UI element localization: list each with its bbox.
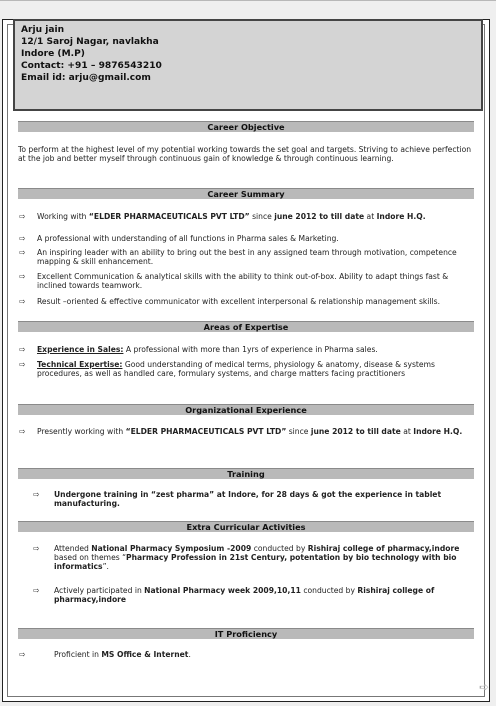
section-career-summary: Career Summary <box>18 188 474 199</box>
arrow-bullet-icon: ⇨ <box>19 234 26 243</box>
section-training: Training <box>18 468 474 479</box>
section-extra-curricular: Extra Curricular Activities <box>18 521 474 532</box>
arrow-bullet-icon: ⇨ <box>33 544 40 553</box>
summary-item-3: An inspiring leader with an ability to bring out the best in any assigned team through motivation, competence mapping & skill enhancement. <box>37 248 457 266</box>
arrow-bullet-icon: ⇨ <box>19 427 26 436</box>
section-it-proficiency: IT Proficiency <box>18 628 474 639</box>
arrow-bullet-icon: ⇨ <box>33 490 40 499</box>
contact-phone: Contact: +91 – 9876543210 <box>21 61 162 71</box>
it-proficiency-item: Proficient in MS Office & Internet. <box>54 650 191 659</box>
arrow-bullet-icon: ⇨ <box>19 360 26 369</box>
address-line-2: Indore (M.P) <box>21 49 85 59</box>
next-arrow-icon[interactable]: ➪ <box>479 680 490 694</box>
section-career-objective: Career Objective <box>18 121 474 132</box>
extra-item-2: Actively participated in National Pharmacy week 2009,10,11 conducted by Rishiraj college of pharmacy,indore <box>54 586 435 604</box>
arrow-bullet-icon: ⇨ <box>19 248 26 257</box>
expertise-item-2: Technical Expertise: Good understanding of medical terms, physiology & anatomy, disease & systems procedures, as well as handled care, formulary systems, and charge matters facing practitioners <box>37 360 435 378</box>
training-item: Undergone training in “zest pharma” at Indore, for 28 days & got the experience in tablet manufacturing. <box>54 490 442 508</box>
summary-item-5: Result –oriented & effective communicator with excellent interpersonal & relationship management skills. <box>37 297 440 306</box>
arrow-bullet-icon: ⇨ <box>19 297 26 306</box>
contact-header <box>13 19 483 111</box>
arrow-bullet-icon: ⇨ <box>19 272 26 281</box>
section-organizational-experience: Organizational Experience <box>18 404 474 415</box>
arrow-bullet-icon: ⇨ <box>19 345 26 354</box>
org-experience-item: Presently working with “ELDER PHARMACEUTICALS PVT LTD” since june 2012 to till date at Indore H.Q. <box>37 427 463 436</box>
summary-item-2: A professional with understanding of all functions in Pharma sales & Marketing. <box>37 234 339 243</box>
arrow-bullet-icon: ⇨ <box>19 212 26 221</box>
objective-text: To perform at the highest level of my potential working towards the set goal and targets. Striving to achieve perfection at the job and better myself through continuous gain of knowledge & through continuous learning. <box>18 145 472 163</box>
contact-email: Email id: arju@gmail.com <box>21 73 151 83</box>
top-rule <box>0 0 496 1</box>
arrow-bullet-icon: ⇨ <box>33 586 40 595</box>
arrow-bullet-icon: ⇨ <box>19 650 26 659</box>
summary-item-1: Working with “ELDER PHARMACEUTICALS PVT LTD” since june 2012 to till date at Indore H.Q. <box>37 212 426 221</box>
expertise-item-1: Experience in Sales: A professional with more than 1yrs of experience in Pharma sales. <box>37 345 378 354</box>
address-line-1: 12/1 Saroj Nagar, navlakha <box>21 37 159 47</box>
section-areas-of-expertise: Areas of Expertise <box>18 321 474 332</box>
candidate-name: Arju jain <box>21 25 65 35</box>
summary-item-4: Excellent Communication & analytical skills with the ability to think out-of-box. Ability to adapt things fast & inclined towards teamwork. <box>37 272 449 290</box>
extra-item-1: Attended National Pharmacy Symposium -2009 conducted by Rishiraj college of pharmacy,indore based on themes “Pharmacy Profession in 21st Century, potentation by bio technology with bio informatics”. <box>54 544 460 571</box>
